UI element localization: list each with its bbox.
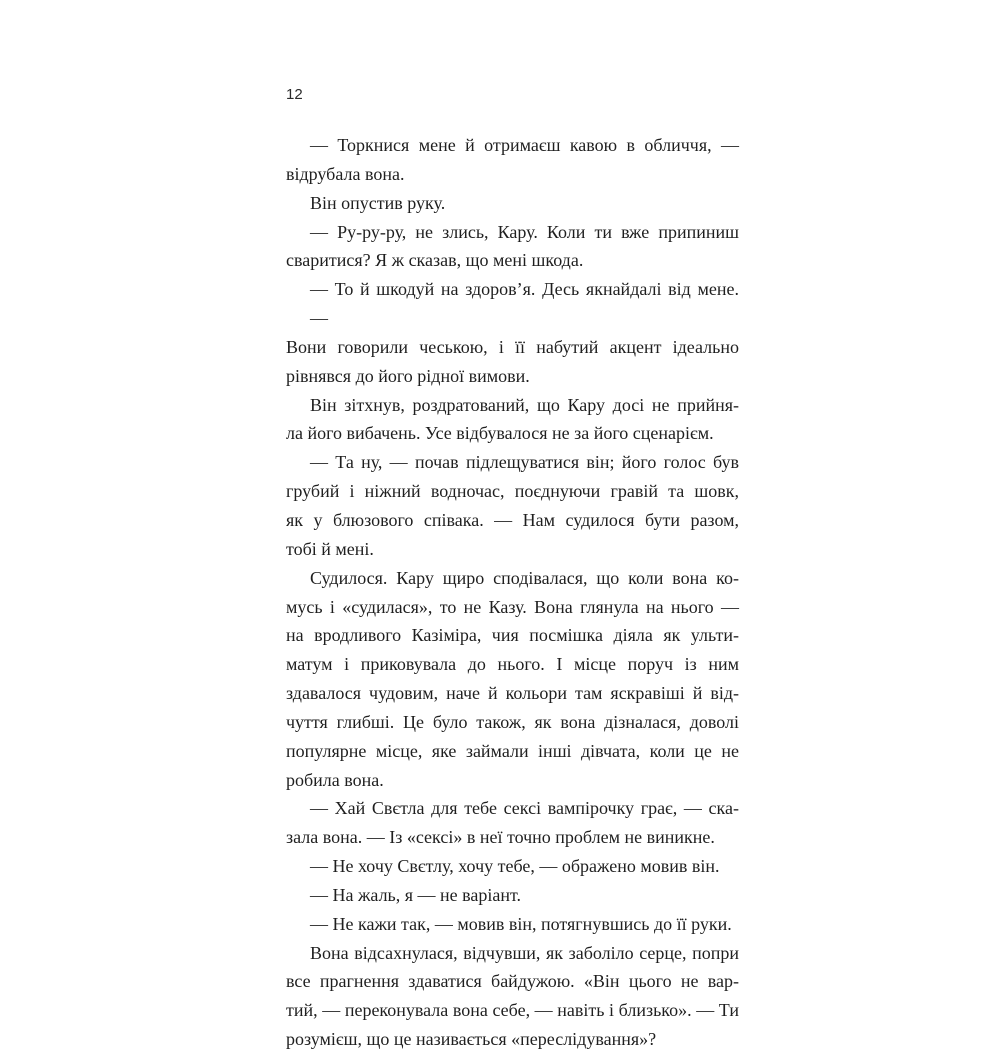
text-line: зала вона. — Із «сексі» в неї точно проблем не виникне. xyxy=(286,827,715,848)
text-line: — Ру-ру-ру, не злись, Кару. Коли ти вже припиниш xyxy=(310,221,739,242)
paragraph xyxy=(286,910,739,939)
text-line: все прагнення здаватися байдужою. «Він цього не вар- xyxy=(286,971,739,992)
text-line: — Торкнися мене й отримаєш кавою в обличчя, — xyxy=(310,135,739,155)
paragraph xyxy=(286,391,739,449)
text-line: — На жаль, я — не варіант. xyxy=(310,884,522,905)
paragraph xyxy=(286,275,739,390)
paragraph xyxy=(286,448,739,563)
paragraph xyxy=(286,189,739,218)
text-line: Вона відсахнулася, відчувши, як заболіло серце, попри xyxy=(310,942,739,963)
text-line: Вони говорили чеською, і її набутий акцент ідеально xyxy=(286,336,739,357)
text-line: тий, — переконувала вона себе, — навіть і близько». — Ти xyxy=(286,1000,739,1021)
paragraph xyxy=(286,881,739,910)
text-line: як у блюзового співака. — Нам судилося бути разом, xyxy=(286,509,739,530)
paragraph xyxy=(286,794,739,852)
text-line: чуття глибші. Це було також, як вона дізналася, доволі xyxy=(286,711,739,732)
text-line: Він зітхнув, роздратований, що Кару досі не прийня- xyxy=(310,394,739,415)
text-line: здавалося чудовим, наче й кольори там яскравіші й від- xyxy=(286,683,739,704)
body-text xyxy=(286,131,739,1054)
text-line: — Хай Свєтла для тебе сексі вампірочку грає, — ска- xyxy=(310,798,739,819)
text-line: — Не кажи так, — мовив він, потягнувшись до її руки. xyxy=(310,913,732,934)
text-line: — Не хочу Свєтлу, хочу тебе, — ображено мовив він. xyxy=(310,856,720,877)
paragraph xyxy=(286,564,739,795)
text-line: ла його вибачень. Усе відбувалося не за його сценарієм. xyxy=(286,423,714,444)
text-line: Він опустив руку. xyxy=(310,192,446,213)
text-line: грубий і ніжний водночас, поєднуючи гравій та шовк, xyxy=(286,481,739,502)
text-line: — То й шкодуй на здоров’я. Десь якнайдалі від мене. — xyxy=(310,279,739,329)
text-line: Судилося. Кару щиро сподівалася, що коли вона ко- xyxy=(310,567,739,588)
paragraph xyxy=(286,939,739,1054)
text-line: на вродливого Казіміра, чия посмішка діяла як ульти- xyxy=(286,625,739,646)
text-line: сваритися? Я ж сказав, що мені шкода. xyxy=(286,250,584,271)
paragraph xyxy=(286,218,739,276)
text-line: тобі й мені. xyxy=(286,538,374,559)
text-line: розумієш, що це називається «переслідування»? xyxy=(286,1029,657,1050)
text-line: популярне місце, яке займали інші дівчата, коли це не xyxy=(286,740,739,761)
paragraph xyxy=(286,852,739,881)
text-line: робила вона. xyxy=(286,769,384,790)
page-number: 12 xyxy=(286,86,303,103)
text-line: мусь і «судилася», то не Казу. Вона глянула на нього — xyxy=(286,596,739,617)
paragraph xyxy=(286,131,739,189)
text-line: матум і приковувала до нього. І місце поруч із ним xyxy=(286,654,739,675)
text-line: рівнявся до його рідної вимови. xyxy=(286,365,530,386)
text-line: відрубала вона. xyxy=(286,163,405,184)
text-line: — Та ну, — почав підлещуватися він; його голос був xyxy=(310,452,739,473)
